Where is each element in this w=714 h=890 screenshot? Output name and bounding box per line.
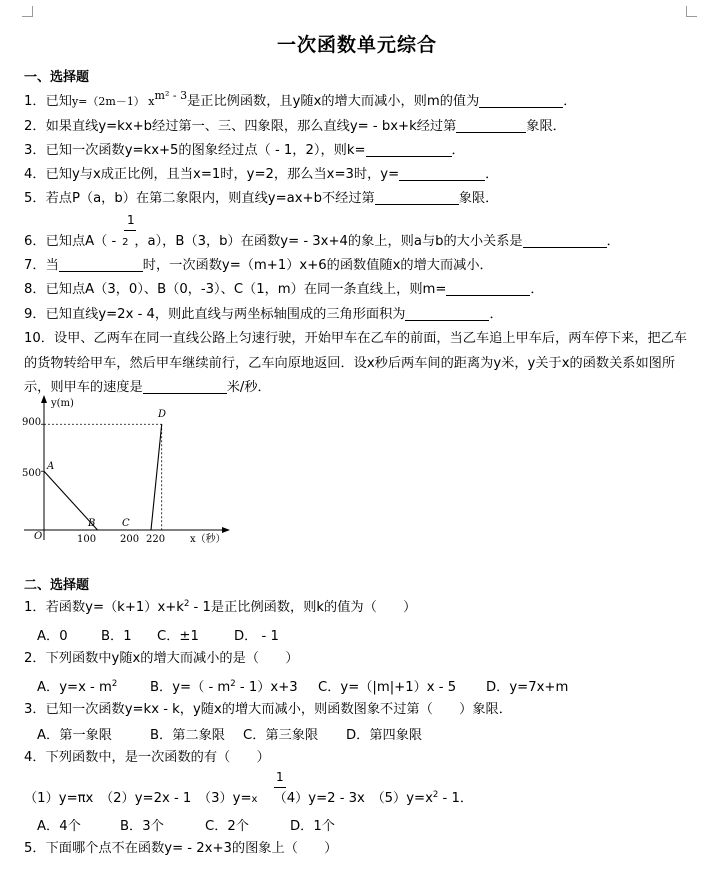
fraction-numerator: 1	[127, 213, 135, 227]
answer-blank[interactable]	[59, 256, 143, 272]
question-2: 2．如果直线y=kx+b经过第一、三、四象限，那么直线y= - bx+k经过第 象限．	[24, 119, 566, 134]
answer-blank[interactable]	[523, 232, 607, 248]
answer-blank[interactable]	[375, 189, 459, 205]
x-tick-label: 100	[77, 534, 97, 545]
point-label-b: B	[88, 518, 96, 529]
distance-time-graph	[18, 392, 238, 552]
mc-option[interactable]: C．2个	[205, 819, 249, 834]
mc-option[interactable]: B．$y=( - m^2 - 1)x+3$	[150, 679, 298, 695]
mc-option[interactable]: C．第三象限	[243, 728, 319, 743]
corner-mark-left	[22, 6, 33, 17]
point-label-c: C	[122, 518, 130, 529]
mc-option[interactable]: B．1	[101, 629, 132, 644]
mc-question-2: 2．下列函数中y随x的增大而减小的是（ ）	[24, 651, 299, 666]
fraction-bar	[124, 230, 136, 231]
mc-option[interactable]: D．y=7x+m	[486, 680, 569, 695]
question-3: 3．已知一次函数y=kx+5的图象经过点（ - 1，2），则k= ．	[24, 143, 465, 158]
answer-blank[interactable]	[399, 165, 485, 181]
question-9: 9．已知直线y=2x - 4，则此直线与两坐标轴围成的三角形面积为 ．	[24, 307, 503, 322]
answer-blank[interactable]	[405, 305, 489, 321]
mc-question-5: 5．下面哪个点不在函数y= - 2x+3的图象上（ ）	[24, 841, 338, 856]
question-5: 5．若点P（a，b）在第二象限内，则直线y=ax+b不经过第 象限．	[24, 191, 499, 206]
y-axis-label: y(m)	[51, 398, 74, 409]
question-1: 1．已知y=（2m－1） $x^{m^2 - 3}$是正比例函数，且y随x的增大而减小，则m的值为 ．	[24, 89, 577, 109]
section-heading-1: 一、选择题	[24, 70, 90, 85]
fraction-bar	[274, 787, 286, 788]
question-4: 4．已知y与x成正比例，且当x=1时，y=2，那么当x=3时，y= ．	[24, 167, 499, 182]
y-tick-label: 900	[22, 417, 42, 428]
mc-option[interactable]: D． - 1	[234, 629, 279, 644]
point-label-d: D	[158, 409, 167, 420]
mc-option[interactable]: A．第一象限	[37, 728, 112, 743]
mc-option[interactable]: D．第四象限	[346, 728, 423, 743]
mc-option[interactable]: A．$y=x - m^2$	[37, 679, 118, 695]
mc-question-1: 1．若函数$y=(k+1)x+k^2 - 1$是正比例函数，则k的值为（ ）	[24, 599, 417, 615]
x-axis-label: x（秒）	[190, 534, 226, 545]
origin-label: O	[34, 531, 43, 542]
mc-option[interactable]: C．y=（|m|+1）x - 5	[318, 680, 457, 695]
section-heading-2: 二、选择题	[24, 578, 90, 593]
mc-question-3: 3．已知一次函数y=kx - k，y随x的增大而减小，则函数图象不过第（ ）象限．	[24, 702, 512, 717]
series-line-2	[151, 424, 162, 530]
question-10: 10．设甲、乙两车在同一直线公路上匀速行驶，开始甲车在乙车的前面，当乙车追上甲车后，两车停下来，把乙车的货物转给甲车，然后甲车继续前行，乙车向原地返回．设x秒后两车间的距离为y米，y关于x的函数关系如图所示，则甲车的速度是 米/秒．	[24, 331, 687, 395]
page-title: 一次函数单元综合	[276, 34, 437, 56]
mc-option[interactable]: D．1个	[290, 819, 335, 834]
mc-question-4: 4．下列函数中，是一次函数的有（ ）	[24, 750, 270, 765]
fraction-denominator: 2	[122, 237, 129, 248]
mc-option[interactable]: A．0	[37, 629, 68, 644]
x-tick-label: 220	[146, 534, 166, 545]
x-axis-arrow	[222, 527, 230, 533]
question-8: 8．已知点A（3，0）、B（0，-3）、C（1，m）在同一条直线上，则m= ．	[24, 282, 544, 297]
fraction-denominator: x	[251, 794, 258, 805]
answer-blank[interactable]	[446, 280, 530, 296]
mc-option[interactable]: C．±1	[157, 629, 199, 644]
point-label-a: A	[47, 461, 55, 472]
y-axis-arrow	[41, 395, 47, 403]
answer-blank[interactable]	[479, 92, 563, 108]
answer-blank[interactable]	[366, 141, 452, 157]
mc-question-4-items: （1）y=πx （2）y=2x - 1 （3）y=x （4）y=2 - 3x $(5)y=x^2 - 1$．	[24, 789, 473, 810]
question-6: 6．已知点A（ - 2 ，a），B（3，b）在函数y= - 3x+4的象上，则a与b的大小关系是 ．	[24, 232, 620, 253]
corner-mark-right	[686, 6, 697, 17]
x-tick-label: 200	[120, 534, 140, 545]
mc-option[interactable]: A．4个	[37, 819, 81, 834]
mc-option[interactable]: B．3个	[120, 819, 164, 834]
fraction-numerator: 1	[276, 770, 284, 784]
mc-option[interactable]: B．第二象限	[150, 728, 225, 743]
question-7: 7．当 时，一次函数y=（m+1）x+6的函数值随x的增大而减小．	[24, 258, 493, 273]
y-tick-label: 500	[22, 468, 42, 479]
answer-blank[interactable]	[456, 117, 526, 133]
